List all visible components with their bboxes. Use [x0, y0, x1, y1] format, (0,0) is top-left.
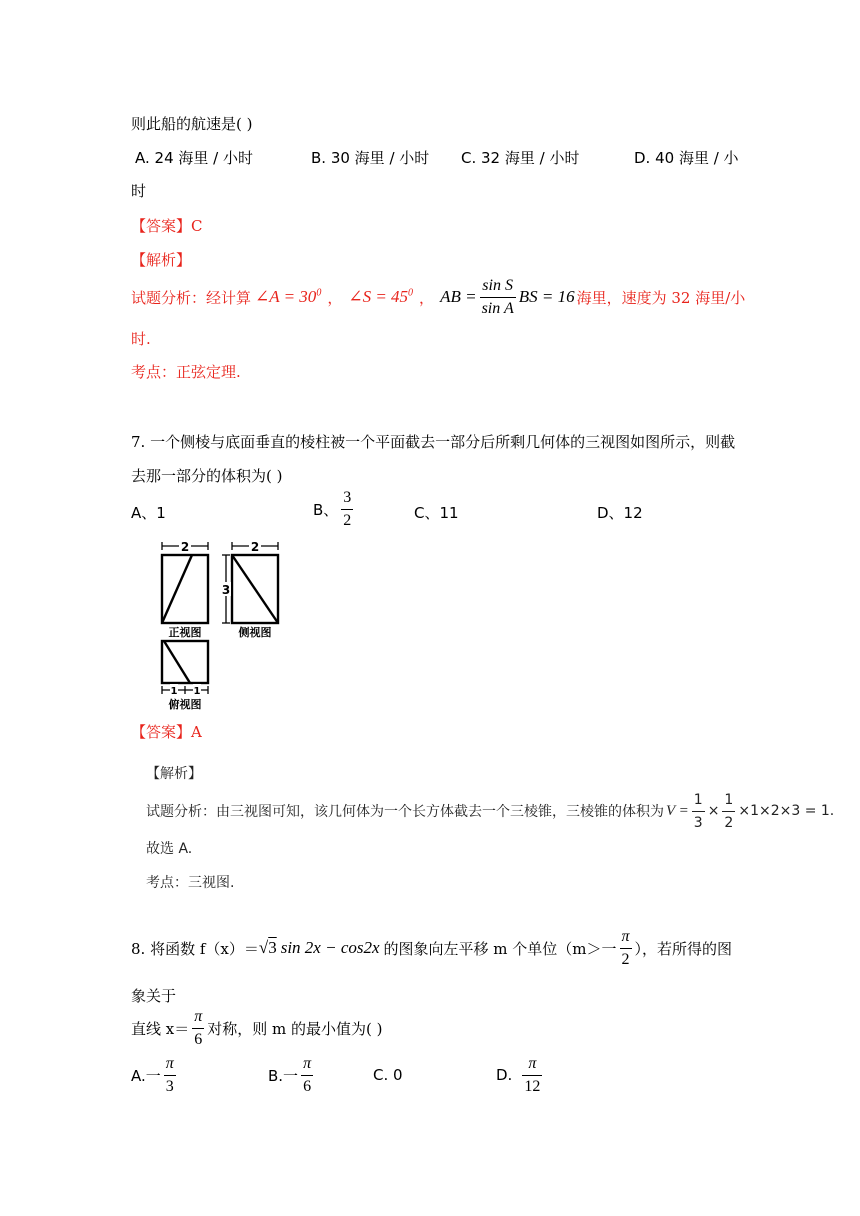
q8-option-d-den: 12: [524, 1077, 541, 1095]
q8-option-a-fraction: [164, 1054, 176, 1097]
q6-answer: 【答案】C: [131, 217, 203, 235]
q6-option-c: C. 32 海里 / 小时: [461, 149, 580, 167]
q8-stem-a: 8. 将函数 f（x）＝: [131, 939, 259, 958]
q8-sqrt-num: 3: [268, 938, 277, 957]
front-view-rect: [162, 555, 208, 623]
q6-angle-s-text: ∠S = 45: [348, 287, 409, 306]
q7-answer: 【答案】A: [131, 723, 202, 741]
front-view-diagonal: [162, 555, 192, 623]
q8-option-d-fraction: [522, 1054, 542, 1097]
q8-pi-over-2: [620, 927, 632, 970]
q7-solution-times: ×: [707, 803, 720, 819]
q8-option-a: [131, 1052, 179, 1098]
q7-solution-frac1-den: 3: [693, 814, 703, 831]
q6-option-b: B. 30 海里 / 小时: [311, 149, 430, 167]
q8-stem-line3-b: 对称，则 m 的最小值为( ): [207, 1019, 383, 1038]
q8-option-a-num: π: [164, 1054, 176, 1076]
q8-option-a-prefix: A.一: [131, 1066, 161, 1085]
dim-width-front: 2: [180, 540, 190, 554]
q8-option-d-prefix: D.: [496, 1066, 513, 1084]
q8-sqrt: √3: [258, 938, 277, 957]
q6-stem: 则此船的航速是( ): [131, 115, 253, 133]
q7-solution-text: 试题分析：由三视图可知，该几何体为一个长方体截去一个三棱锥，三棱锥的体积为: [146, 804, 664, 820]
q8-stem-line3: [131, 1005, 382, 1051]
q7-solution-frac1: [692, 790, 705, 833]
q8-option-d: [496, 1052, 545, 1098]
q6-angle-s: [348, 287, 413, 307]
q8-option-b-fraction: [301, 1054, 313, 1097]
q6-sin-fraction: [480, 276, 516, 319]
q7-solution-frac2-num: 1: [722, 790, 735, 812]
q8-pi-over-6: [192, 1007, 204, 1050]
q8-option-c: C. 0: [373, 1066, 403, 1084]
q6-angle-a-deg: 0: [316, 287, 322, 299]
q7-solution-head: 【解析】: [146, 766, 202, 782]
q6-analysis: 试题分析：经计算 ∠A = $30^0$ ， ∠S = $45^0$ ， AB = $\frac{\text{sin S}}{\text{sin A}}$ BS = 16 海里，速度为 32 海里/小: [131, 276, 746, 317]
three-view-figure: [150, 540, 290, 712]
q7-option-b-prefix: B、: [313, 500, 339, 519]
q8-option-b-den: 6: [303, 1077, 312, 1095]
q8-six: 6: [194, 1030, 203, 1048]
top-view-label: 俯视图: [168, 698, 202, 711]
q8-stem-b: 的图象向左平移 m 个单位（m＞一: [383, 939, 617, 958]
q8-option-b: [268, 1052, 316, 1098]
q7-solution-choice: 故选 A.: [146, 841, 193, 857]
dim-height: 3: [221, 583, 231, 597]
q6-point: 考点：正弦定理.: [131, 363, 241, 381]
q7-option-a: A、1: [131, 504, 166, 522]
q8-option-a-den: 3: [165, 1077, 174, 1095]
q7-option-b-fraction: [341, 488, 353, 531]
side-view-label: 侧视图: [238, 626, 272, 639]
q7-option-d: D、12: [597, 504, 643, 522]
q7-option-b-den: 2: [343, 511, 352, 529]
q8-two: 2: [621, 950, 630, 968]
q7-solution-frac2: [722, 790, 735, 833]
q8-stem-line3-a: 直线 x＝: [131, 1019, 190, 1038]
dim-bottom-right: 1: [193, 686, 201, 697]
q8-stem-line1: [131, 925, 732, 971]
dim-width-side: 2: [250, 540, 260, 554]
q8-option-b-prefix: B.一: [268, 1066, 299, 1085]
q7-solution-line: [146, 788, 834, 834]
q8-stem-c: ），若所得的图: [634, 939, 733, 958]
q7-stem-line2: 去那一部分的体积为( ): [131, 467, 283, 485]
dim-bottom-left: 1: [170, 686, 178, 697]
q6-analysis-prefix: 试题分析：经计算: [131, 288, 252, 307]
q6-ab: AB =: [440, 287, 477, 306]
q7-solution-v: V =: [666, 802, 689, 819]
q8-stem-line2: 象关于: [131, 987, 177, 1005]
q6-angle-a: [255, 287, 321, 307]
q6-angle-a-text: ∠A = 30: [255, 287, 317, 306]
q6-sin-s: sin S: [480, 276, 516, 298]
q8-function: sin 2x − cos2x: [280, 938, 380, 957]
q7-solution-tail: ×1×2×3 = 1.: [738, 803, 835, 819]
q8-option-b-num: π: [301, 1054, 313, 1076]
q6-angle-s-deg: 0: [408, 287, 414, 299]
q7-option-c: C、11: [414, 504, 459, 522]
top-view-diagonal: [164, 641, 190, 683]
q8-option-d-num: π: [522, 1054, 542, 1076]
q6-analysis-head: 【解析】: [131, 251, 192, 269]
q7-solution-point: 考点：三视图.: [146, 875, 235, 891]
q7-solution-frac2-den: 2: [724, 814, 734, 831]
q8-pi-6-num: π: [192, 1007, 204, 1029]
q7-option-b: [313, 488, 356, 530]
q7-stem-line1: 7. 一个侧棱与底面垂直的棱柱被一个平面截去一部分后所剩几何体的三视图如图所示，则截: [131, 433, 736, 451]
q8-pi: π: [620, 927, 632, 949]
q7-option-b-num: 3: [341, 488, 353, 510]
q6-bs: BS = 16: [518, 287, 575, 306]
q6-sin-a: sin A: [481, 299, 514, 317]
q6-option-a: A. 24 海里 / 小时: [135, 149, 253, 167]
front-view-label: 正视图: [168, 626, 202, 639]
side-view-diagonal: [232, 555, 278, 623]
q6-option-d: D. 40 海里 / 小: [634, 149, 739, 167]
q6-analysis-suffix: 海里，速度为 32 海里/小: [576, 288, 746, 307]
q7-solution-frac1-num: 1: [692, 790, 705, 812]
q6-analysis-wrap: 时.: [131, 330, 151, 348]
q6-option-d-wrap: 时: [131, 182, 147, 200]
